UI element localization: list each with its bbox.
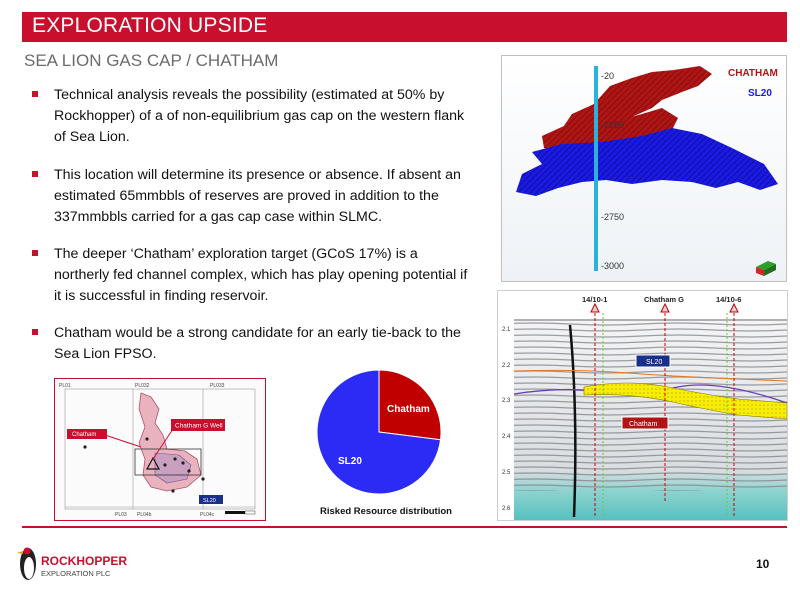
bullet-text: The deeper ‘Chatham’ exploration target (GCoS 17%) is a northerly fed channel complex, which has play opening potential if it is successful in finding reservoir.	[54, 246, 468, 304]
block-label: PL04c	[200, 512, 215, 518]
pie-label-sl20: SL20	[338, 456, 362, 467]
axis-tick: 2.6	[502, 506, 511, 512]
depth-label: -20	[601, 71, 615, 81]
page-subtitle: SEA LION GAS CAP / CHATHAM	[24, 51, 279, 70]
seismic-section-panel	[497, 290, 788, 521]
well-label: 14/10-1	[582, 295, 608, 304]
bullet-item-tieback	[32, 323, 472, 365]
sl20-callout-label: SL20	[203, 498, 216, 504]
axis-tick: 2.4	[502, 434, 511, 440]
well-marker-icon	[661, 304, 669, 312]
bullet-text: Technical analysis reveals the possibility (estimated at 50% by Rockhopper) of a of non-equilibrium gas cap on the western flank of Sea Lion.	[54, 87, 465, 145]
risked-resource-pie	[305, 366, 465, 526]
well-marker-icon	[730, 304, 738, 312]
block-label: PL032	[135, 383, 150, 389]
block-label: PL04b	[137, 512, 152, 518]
depth-label: -2750	[601, 212, 625, 222]
depth-label: -3000	[601, 261, 625, 271]
logo-main-text: ROCKHOPPER	[41, 554, 128, 568]
well-label: 14/10-6	[716, 295, 742, 304]
legend-sl20: SL20	[748, 88, 772, 99]
axis-tick: 2.1	[502, 327, 511, 333]
axis-tick: 2.5	[502, 470, 511, 476]
legend-chatham: CHATHAM	[728, 68, 778, 79]
well-label: Chatham G	[644, 295, 685, 304]
bullet-marker	[32, 91, 38, 97]
sl20-label: SL20	[646, 359, 663, 366]
depth-label: -2250	[601, 120, 625, 130]
bullet-text: This location will determine its presence or absence. If absent an estimated 65mmbbls of reserves are proved in addition to the 337mmbbls carried for a gas cap case within SLMC.	[54, 167, 461, 225]
page-title: EXPLORATION UPSIDE	[32, 14, 268, 37]
bullet-marker	[32, 250, 38, 256]
location-map-panel	[54, 378, 266, 521]
block-label: PL033	[210, 383, 225, 389]
chatham-callout-label: Chatham	[72, 432, 97, 438]
chatham-label: Chatham	[629, 421, 658, 428]
bullet-text: Chatham would be a strong candidate for an early tie-back to the Sea Lion FPSO.	[54, 325, 461, 362]
penguin-logo-icon	[14, 540, 134, 590]
pie-label-chatham: Chatham	[387, 404, 430, 415]
well-marker-icon	[591, 304, 599, 312]
well-trajectory	[594, 66, 598, 271]
block-label: PL01	[59, 383, 71, 389]
bullet-marker	[32, 171, 38, 177]
pie-caption: Risked Resource distribution	[320, 506, 452, 517]
scale-bar	[225, 511, 255, 514]
pie-slices	[317, 370, 441, 494]
model-3d-panel	[501, 55, 787, 282]
bullet-item-location	[32, 165, 472, 228]
location-map-image	[55, 379, 265, 520]
bullet-marker	[32, 329, 38, 335]
bullet-item-gas-cap	[32, 85, 472, 148]
footer-rule	[22, 526, 787, 528]
axis-tick: 2.3	[502, 398, 511, 404]
model-3d-image	[502, 56, 786, 281]
seismic-section-image	[498, 291, 787, 520]
block-label: PL03	[115, 512, 127, 518]
axis-tick: 2.2	[502, 363, 511, 369]
company-logo	[14, 540, 134, 590]
chatham-g-well-label: Chatham G Well	[175, 422, 223, 430]
logo-sub-text: EXPLORATION PLC	[41, 569, 111, 578]
page-number: 10	[756, 557, 770, 571]
bullet-item-chatham-target	[32, 244, 472, 307]
